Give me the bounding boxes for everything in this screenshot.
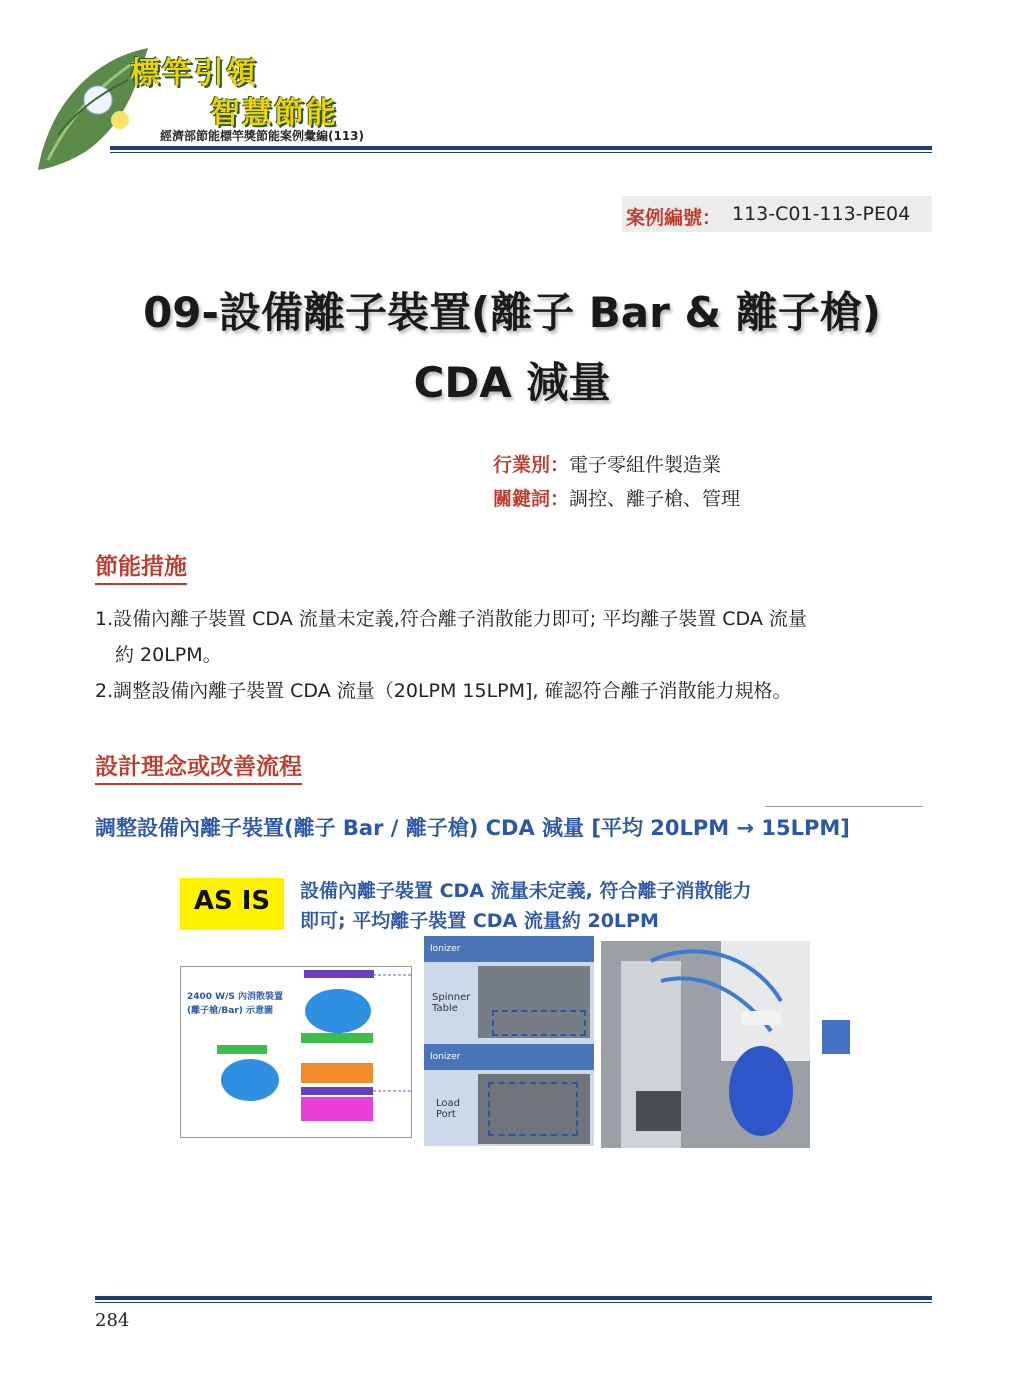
panel-mid-label: Ionizer bbox=[430, 1052, 461, 1062]
page-title-line-1: 09-設備離子裝置(離子 Bar & 離子槍) bbox=[143, 288, 881, 337]
diagram-title: 2400 W/S 內消散裝置 bbox=[187, 992, 284, 1002]
diagram-subtitle: (離子槍/Bar) 示意圖 bbox=[187, 1006, 274, 1016]
industry-row bbox=[493, 450, 721, 477]
equipment-photo-image bbox=[601, 941, 810, 1148]
page-number: 284 bbox=[95, 1310, 130, 1331]
ionizer-layout-diagram bbox=[180, 966, 412, 1138]
header-subtitle: 經濟部節能標竿獎節能案例彙編(113) bbox=[160, 129, 365, 143]
panel-top-label: Ionizer bbox=[430, 944, 461, 954]
diagram-bar-2 bbox=[301, 1087, 373, 1095]
slogan-line-2: 智慧節能 bbox=[210, 96, 338, 131]
design-heading: 設計理念或改善流程 bbox=[95, 748, 302, 785]
figure-caption-line-1: 設備內離子裝置 CDA 流量未定義, 符合離子消散能力 bbox=[300, 880, 752, 902]
measures-heading: 節能措施 bbox=[95, 548, 187, 585]
loadport-photo bbox=[478, 1074, 590, 1144]
industry-label: 行業別： bbox=[493, 454, 570, 476]
spinner-photo bbox=[478, 966, 590, 1038]
loadport-highlight bbox=[488, 1082, 578, 1136]
diagram-spinner-ellipse bbox=[305, 989, 371, 1033]
page-title-line-2: CDA 減量 bbox=[413, 358, 611, 407]
spinner-highlight bbox=[492, 1010, 586, 1036]
header-rule-thin bbox=[110, 152, 932, 153]
diagram-orange-block bbox=[301, 1063, 373, 1083]
design-subheading: 調整設備內離子裝置(離子 Bar / 離子槍) CDA 減量 [平均 20LPM → 15LPM] bbox=[95, 816, 850, 840]
blue-square-marker bbox=[822, 1020, 850, 1054]
diagram-arrows bbox=[373, 967, 413, 1097]
industry-value: 電子零組件製造業 bbox=[569, 454, 722, 476]
diagram-pink-block bbox=[301, 1097, 373, 1121]
measure-item-2: 2.調整設備內離子裝置 CDA 流量（20LPM 15LPM], 確認符合離子消散能力規格。 bbox=[95, 680, 792, 702]
diagram-green-bar bbox=[301, 1033, 373, 1043]
case-id-label: 案例編號： bbox=[626, 207, 722, 229]
ionizer-photo-panel bbox=[424, 936, 594, 1146]
keywords-label: 關鍵詞： bbox=[493, 488, 570, 510]
diagram-cutting-ellipse bbox=[221, 1059, 279, 1101]
measure-item-1-cont: 約 20LPM。 bbox=[115, 644, 222, 666]
case-id-value: 113-C01-113-PE04 bbox=[732, 203, 911, 225]
figure-caption-line-2: 即可; 平均離子裝置 CDA 流量約 20LPM bbox=[300, 910, 659, 932]
keywords-value: 調控、離子槍、管理 bbox=[569, 488, 741, 510]
slogan-line-1: 標竿引領 bbox=[130, 56, 258, 91]
equipment-photo bbox=[601, 941, 810, 1148]
footer-rule-thin bbox=[95, 1302, 932, 1303]
diagram-green-bar-left bbox=[217, 1045, 267, 1054]
panel-row-2: Load Port bbox=[436, 1098, 460, 1120]
measure-item-1: 1.設備內離子裝置 CDA 流量未定義,符合離子消散能力即可; 平均離子裝置 CDA 流量 bbox=[95, 608, 807, 630]
subhead-rule bbox=[765, 806, 923, 807]
footer-rule bbox=[95, 1296, 932, 1300]
panel-row-1: Spinner Table bbox=[432, 992, 471, 1014]
header-rule bbox=[110, 146, 932, 150]
diagram-bar bbox=[304, 970, 374, 978]
keywords-row bbox=[493, 484, 740, 511]
asis-label: AS IS bbox=[193, 886, 271, 916]
